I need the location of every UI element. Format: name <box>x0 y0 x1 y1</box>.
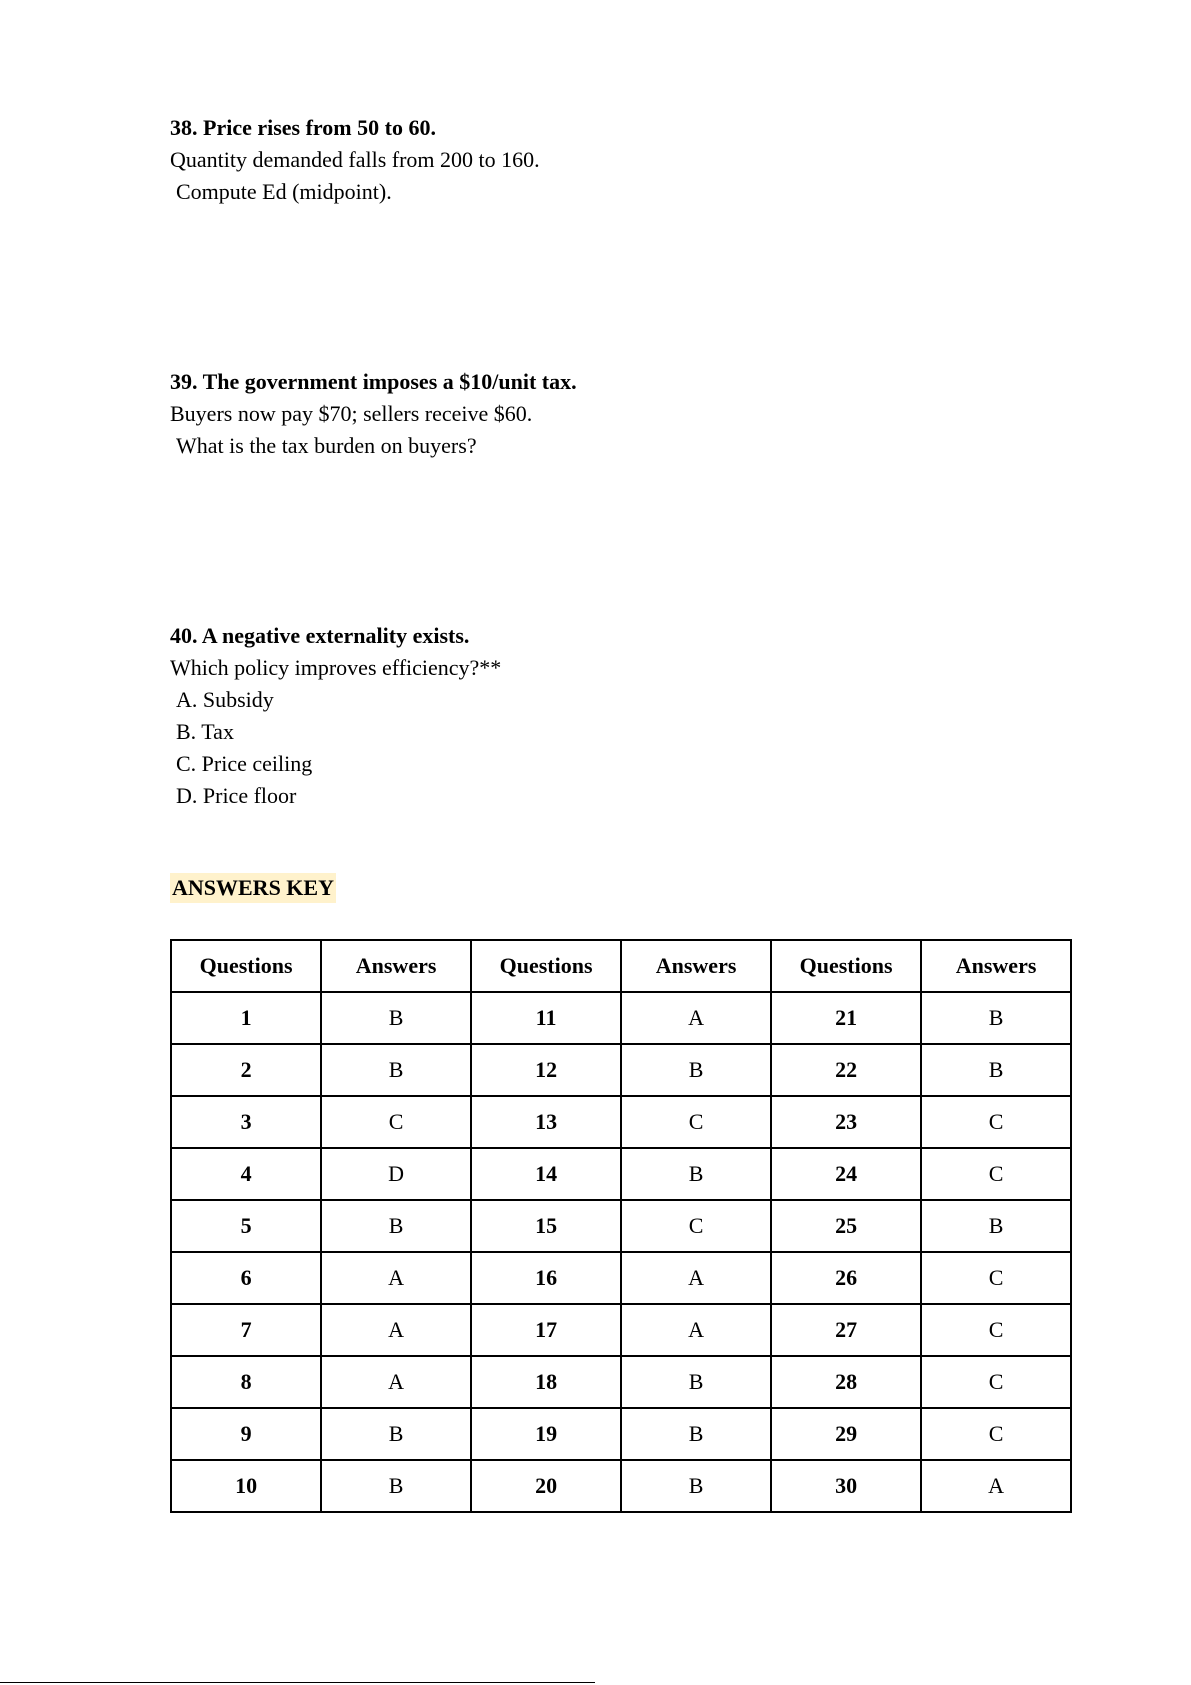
question-number-cell: 23 <box>771 1096 921 1148</box>
answer-cell: C <box>921 1408 1071 1460</box>
answer-cell: A <box>921 1460 1071 1512</box>
table-row <box>171 1252 1071 1304</box>
table-row <box>171 992 1071 1044</box>
question-38 <box>170 112 540 208</box>
question-40-option-b: B. Tax <box>176 719 234 744</box>
answer-cell: A <box>621 1252 771 1304</box>
question-number-cell: 9 <box>171 1408 321 1460</box>
table-row <box>171 1408 1071 1460</box>
answer-cell: D <box>321 1148 471 1200</box>
header-questions-3: Questions <box>771 940 921 992</box>
answer-cell: A <box>321 1304 471 1356</box>
answer-cell: C <box>921 1304 1071 1356</box>
answer-cell: B <box>321 1044 471 1096</box>
table-row <box>171 1304 1071 1356</box>
question-number-cell: 21 <box>771 992 921 1044</box>
question-38-line-2: Compute Ed (midpoint). <box>176 179 392 204</box>
question-number-cell: 15 <box>471 1200 621 1252</box>
answer-cell: C <box>921 1356 1071 1408</box>
question-39 <box>170 366 577 462</box>
question-number-cell: 30 <box>771 1460 921 1512</box>
table-row <box>171 1200 1071 1252</box>
answer-cell: C <box>321 1096 471 1148</box>
question-39-title: 39. The government imposes a $10/unit tax. <box>170 369 577 394</box>
answer-cell: B <box>921 1044 1071 1096</box>
question-number-cell: 22 <box>771 1044 921 1096</box>
answers-key-header-row <box>171 940 1071 992</box>
question-number-cell: 24 <box>771 1148 921 1200</box>
answer-cell: B <box>621 1148 771 1200</box>
answer-cell: A <box>321 1252 471 1304</box>
question-number-cell: 12 <box>471 1044 621 1096</box>
answer-cell: B <box>321 1408 471 1460</box>
question-number-cell: 4 <box>171 1148 321 1200</box>
answer-cell: B <box>621 1044 771 1096</box>
header-questions-1: Questions <box>171 940 321 992</box>
answer-cell: B <box>621 1460 771 1512</box>
header-answers-3: Answers <box>921 940 1071 992</box>
answer-cell: B <box>921 992 1071 1044</box>
question-40-option-c: C. Price ceiling <box>176 751 313 776</box>
answer-cell: C <box>921 1252 1071 1304</box>
answer-cell: B <box>921 1200 1071 1252</box>
answer-cell: B <box>321 1460 471 1512</box>
answer-cell: C <box>621 1096 771 1148</box>
question-40-line-1: Which policy improves efficiency?** <box>170 655 502 680</box>
header-questions-2: Questions <box>471 940 621 992</box>
answer-cell: A <box>321 1356 471 1408</box>
question-number-cell: 11 <box>471 992 621 1044</box>
answer-cell: B <box>621 1356 771 1408</box>
question-40 <box>170 620 501 812</box>
question-number-cell: 17 <box>471 1304 621 1356</box>
question-number-cell: 8 <box>171 1356 321 1408</box>
question-number-cell: 1 <box>171 992 321 1044</box>
table-row <box>171 1460 1071 1512</box>
table-row <box>171 1044 1071 1096</box>
answers-key-table <box>170 939 1072 1513</box>
question-39-line-2: What is the tax burden on buyers? <box>176 433 477 458</box>
question-number-cell: 7 <box>171 1304 321 1356</box>
question-number-cell: 3 <box>171 1096 321 1148</box>
answer-cell: B <box>321 1200 471 1252</box>
question-number-cell: 28 <box>771 1356 921 1408</box>
answer-cell: C <box>621 1200 771 1252</box>
table-row <box>171 1356 1071 1408</box>
answers-key-heading: ANSWERS KEY <box>170 873 336 903</box>
answer-cell: A <box>621 992 771 1044</box>
answer-cell: B <box>621 1408 771 1460</box>
question-number-cell: 26 <box>771 1252 921 1304</box>
question-number-cell: 27 <box>771 1304 921 1356</box>
question-number-cell: 6 <box>171 1252 321 1304</box>
question-number-cell: 19 <box>471 1408 621 1460</box>
question-number-cell: 16 <box>471 1252 621 1304</box>
answer-cell: C <box>921 1096 1071 1148</box>
question-number-cell: 20 <box>471 1460 621 1512</box>
question-number-cell: 13 <box>471 1096 621 1148</box>
header-answers-2: Answers <box>621 940 771 992</box>
question-38-title: 38. Price rises from 50 to 60. <box>170 115 436 140</box>
question-number-cell: 2 <box>171 1044 321 1096</box>
table-row <box>171 1096 1071 1148</box>
question-number-cell: 5 <box>171 1200 321 1252</box>
question-38-line-1: Quantity demanded falls from 200 to 160. <box>170 147 540 172</box>
answer-cell: A <box>621 1304 771 1356</box>
question-number-cell: 14 <box>471 1148 621 1200</box>
question-number-cell: 18 <box>471 1356 621 1408</box>
question-40-title: 40. A negative externality exists. <box>170 623 470 648</box>
footer-rule <box>0 1682 595 1683</box>
question-40-option-d: D. Price floor <box>176 783 297 808</box>
question-number-cell: 10 <box>171 1460 321 1512</box>
answer-cell: B <box>321 992 471 1044</box>
answer-cell: C <box>921 1148 1071 1200</box>
question-number-cell: 29 <box>771 1408 921 1460</box>
table-row <box>171 1148 1071 1200</box>
header-answers-1: Answers <box>321 940 471 992</box>
answers-key-body <box>171 992 1071 1512</box>
question-number-cell: 25 <box>771 1200 921 1252</box>
question-39-line-1: Buyers now pay $70; sellers receive $60. <box>170 401 533 426</box>
question-40-option-a: A. Subsidy <box>176 687 274 712</box>
